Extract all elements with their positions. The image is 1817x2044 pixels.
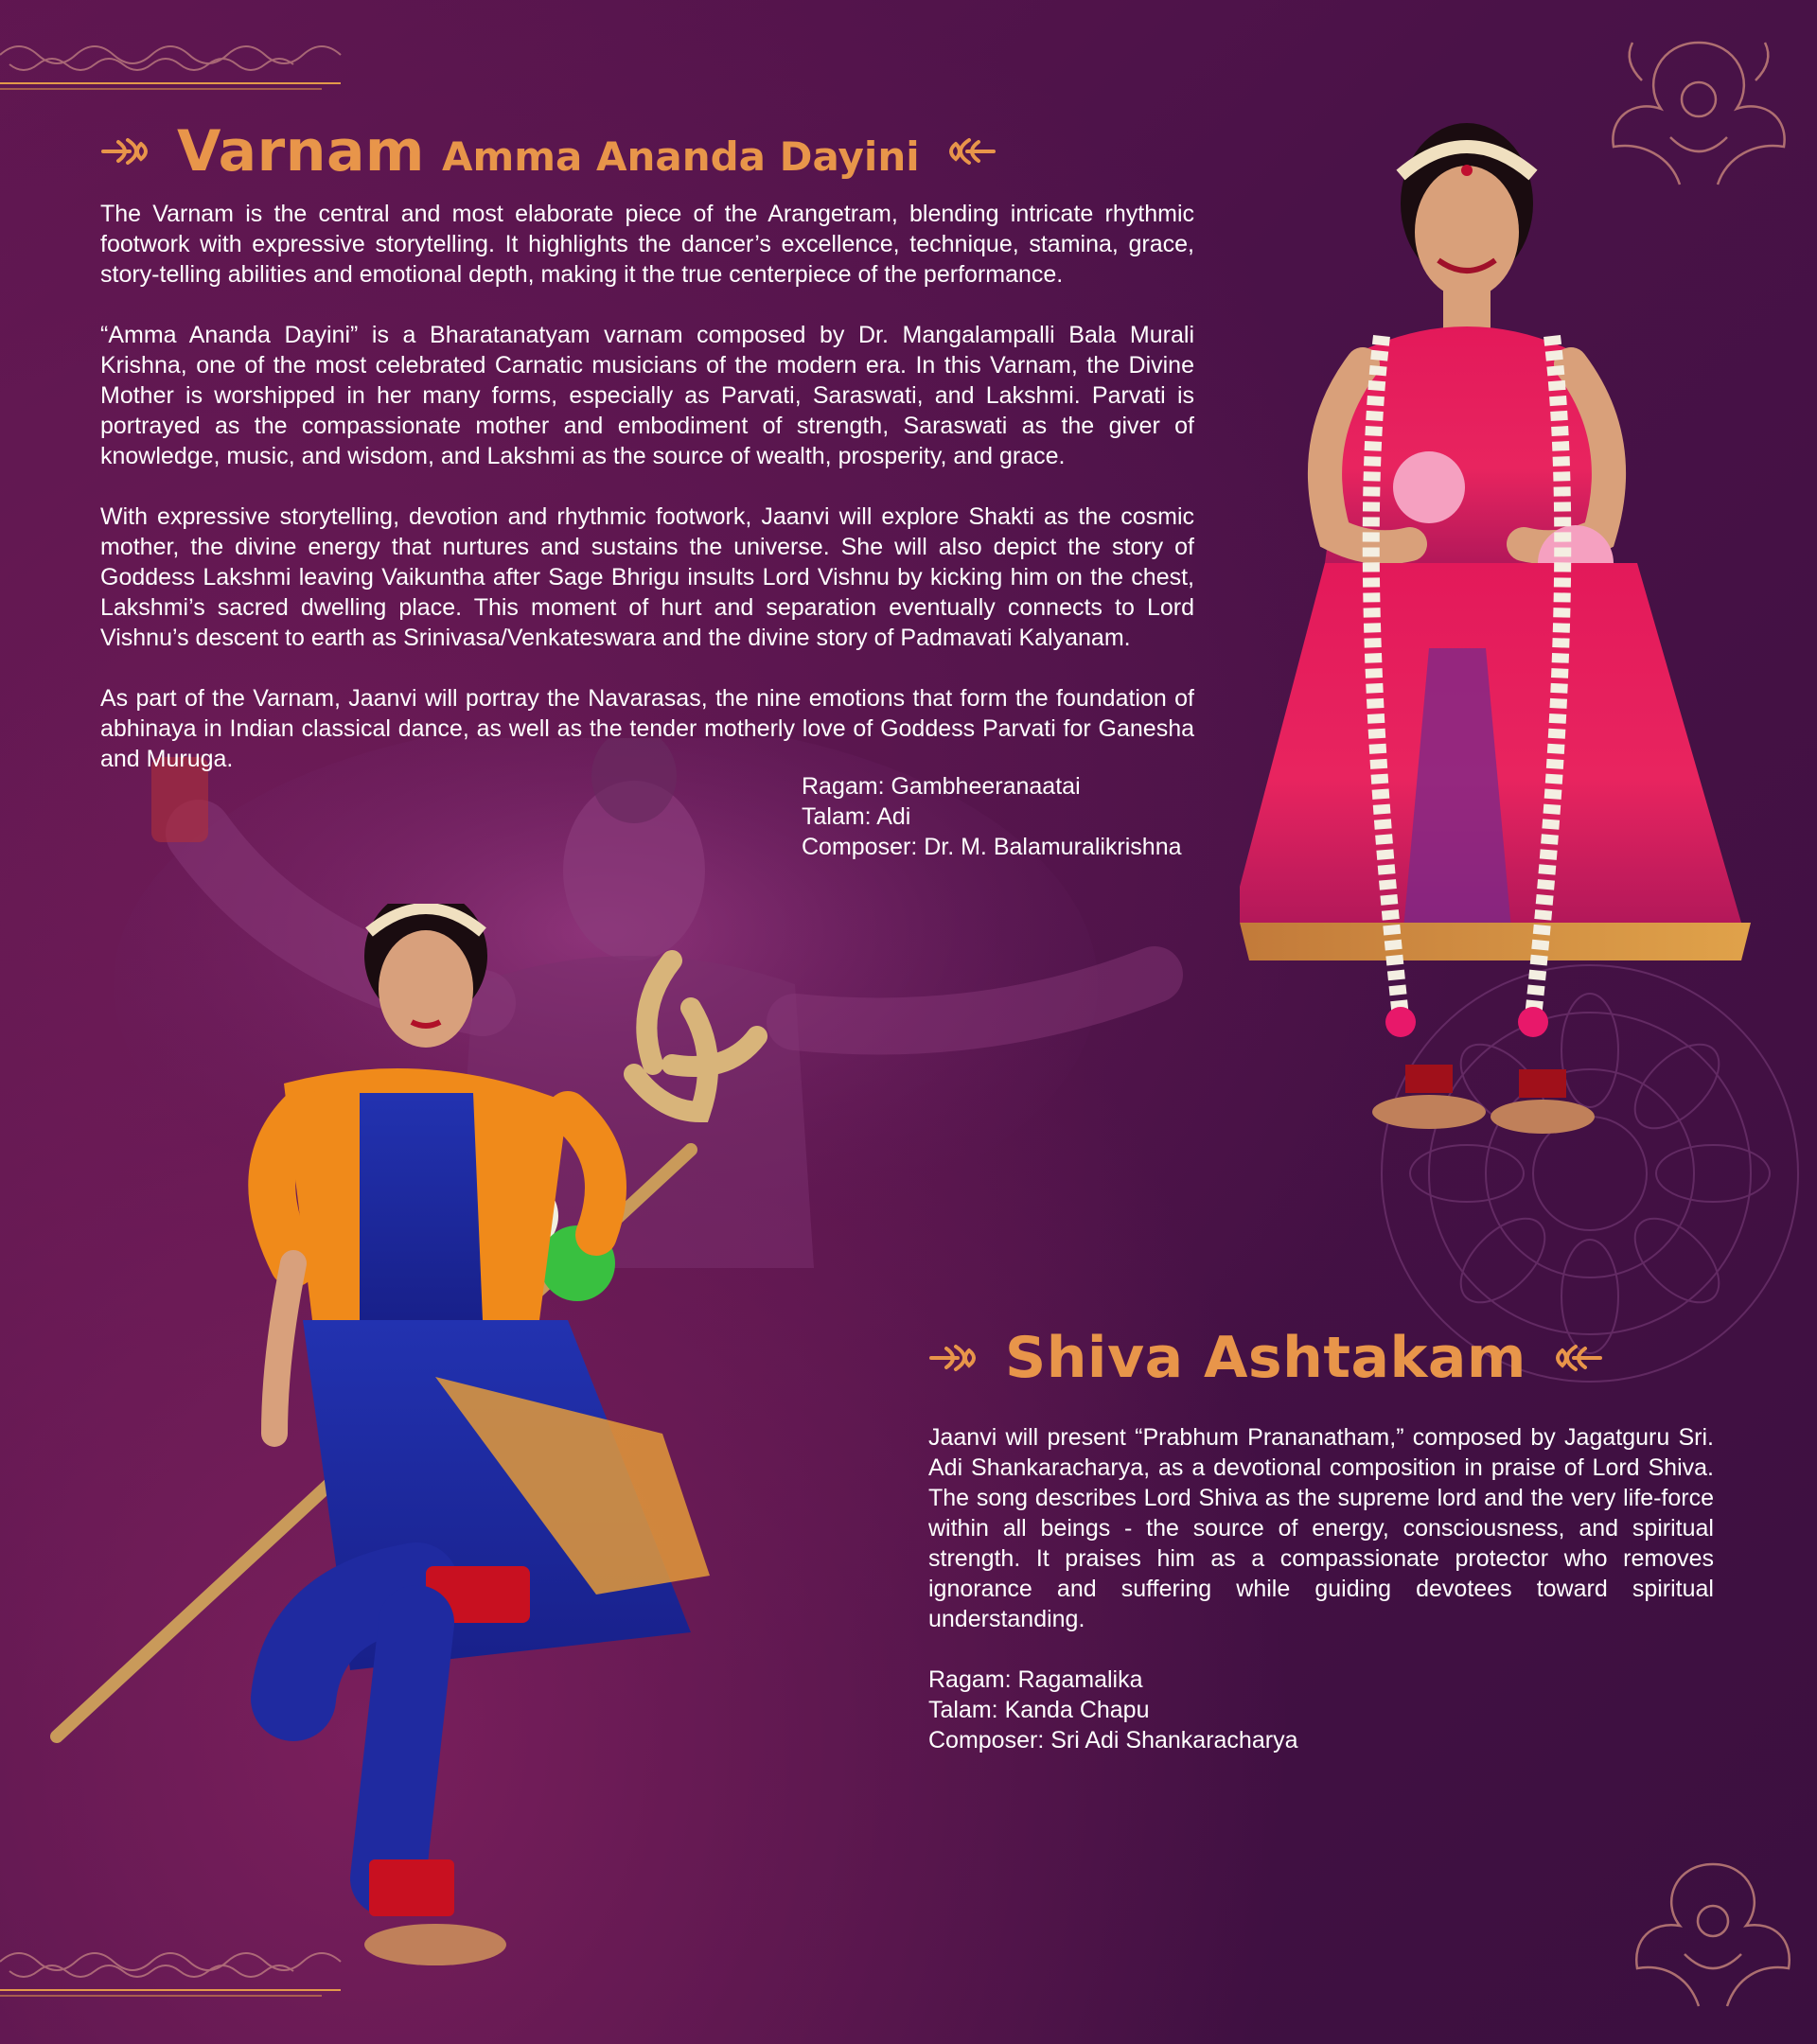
varnam-heading <box>99 118 997 185</box>
varnam-paragraph-3: With expressive storytelling, devotion and rhythmic footwork, Jaanvi will explore Shakti as the cosmic mother, the divine energy that nurtures and sustains the universe. She will also depict the story of Goddess Lakshmi leaving Vaikuntha after Sage Bhrigu insults Lord Vishnu by kicking him on the chest, Lakshmi’s sacred dwelling place. This moment of hurt and separation eventually connects to Lord Vishnu’s descent to earth as Srinivasa/Venkateswara and the divine story of Padmavati Kalyanam. <box>100 503 1194 651</box>
varnam-composer: Composer: Dr. M. Balamuralikrishna <box>802 834 1182 860</box>
varnam-details <box>802 771 1182 862</box>
left-flourish-icon <box>99 134 160 168</box>
top-left-border-ornament <box>0 28 350 95</box>
varnam-ragam: Ragam: Gambheeranaatai <box>802 773 1081 800</box>
dancer-blue-costume-trident-image <box>38 904 814 2001</box>
shiva-ashtakam-heading <box>927 1325 1604 1391</box>
varnam-paragraph-4: As part of the Varnam, Jaanvi will portray the Navarasas, the nine emotions that form the foundation of abhinaya in Indian classical dance, as well as the tender motherly love of Goddess Parvati for Ganesha and Muruga. <box>100 685 1194 772</box>
bottom-right-corner-ornament <box>1628 1845 1798 2025</box>
varnam-paragraph-2: “Amma Ananda Dayini” is a Bharatanatyam varnam composed by Dr. Mangalampalli Bala Murali Krishna, one of the most celebrated Carnatic musicians of the modern era. In this Varnam, the Divine Mother is worshipped in her many forms, especially as Parvati, Saraswati, and Lakshmi. Parvati is portrayed as the compassionate mother and embodiment of strength, Saraswati as the giver of knowledge, music, and wisdom, and Lakshmi as the source of wealth, prosperity, and grace. <box>100 322 1194 469</box>
varnam-paragraph-1: The Varnam is the central and most elaborate piece of the Arangetram, blending intricate rhythmic footwork with expressive storytelling. It highlights the dancer’s excellence, technique, stamina, grace, story-telling abilities and emotional depth, making it the true centerpiece of the performance. <box>100 201 1194 288</box>
left-flourish-icon <box>927 1341 988 1375</box>
dancer-pink-costume-image <box>1240 118 1751 1150</box>
varnam-talam: Talam: Adi <box>802 803 911 830</box>
shiva-ashtakam-title: Shiva Ashtakam <box>1005 1325 1526 1391</box>
right-flourish-icon <box>1544 1341 1604 1375</box>
shiva-ashtakam-details <box>928 1665 1297 1755</box>
right-flourish-icon <box>937 134 997 168</box>
shiva-composer: Composer: Sri Adi Shankaracharya <box>928 1727 1298 1753</box>
shiva-ashtakam-paragraph: Jaanvi will present “Prabhum Prananatham,” composed by Jagatguru Sri. Adi Shankaracharya, as a devotional composition in praise of Lord Shiva. The song describes Lord Shiva as the supreme lord and the very life-force within all beings - the source of energy, consciousness, and spiritual strength. It praises him as a compassionate protector who removes ignorance and suffering while guiding devotees toward spiritual understanding. <box>928 1424 1714 1632</box>
varnam-subtitle: Amma Ananda Dayini <box>441 133 920 180</box>
shiva-ragam: Ragam: Ragamalika <box>928 1666 1143 1693</box>
varnam-title: Varnam <box>177 118 425 185</box>
shiva-talam: Talam: Kanda Chapu <box>928 1697 1150 1723</box>
